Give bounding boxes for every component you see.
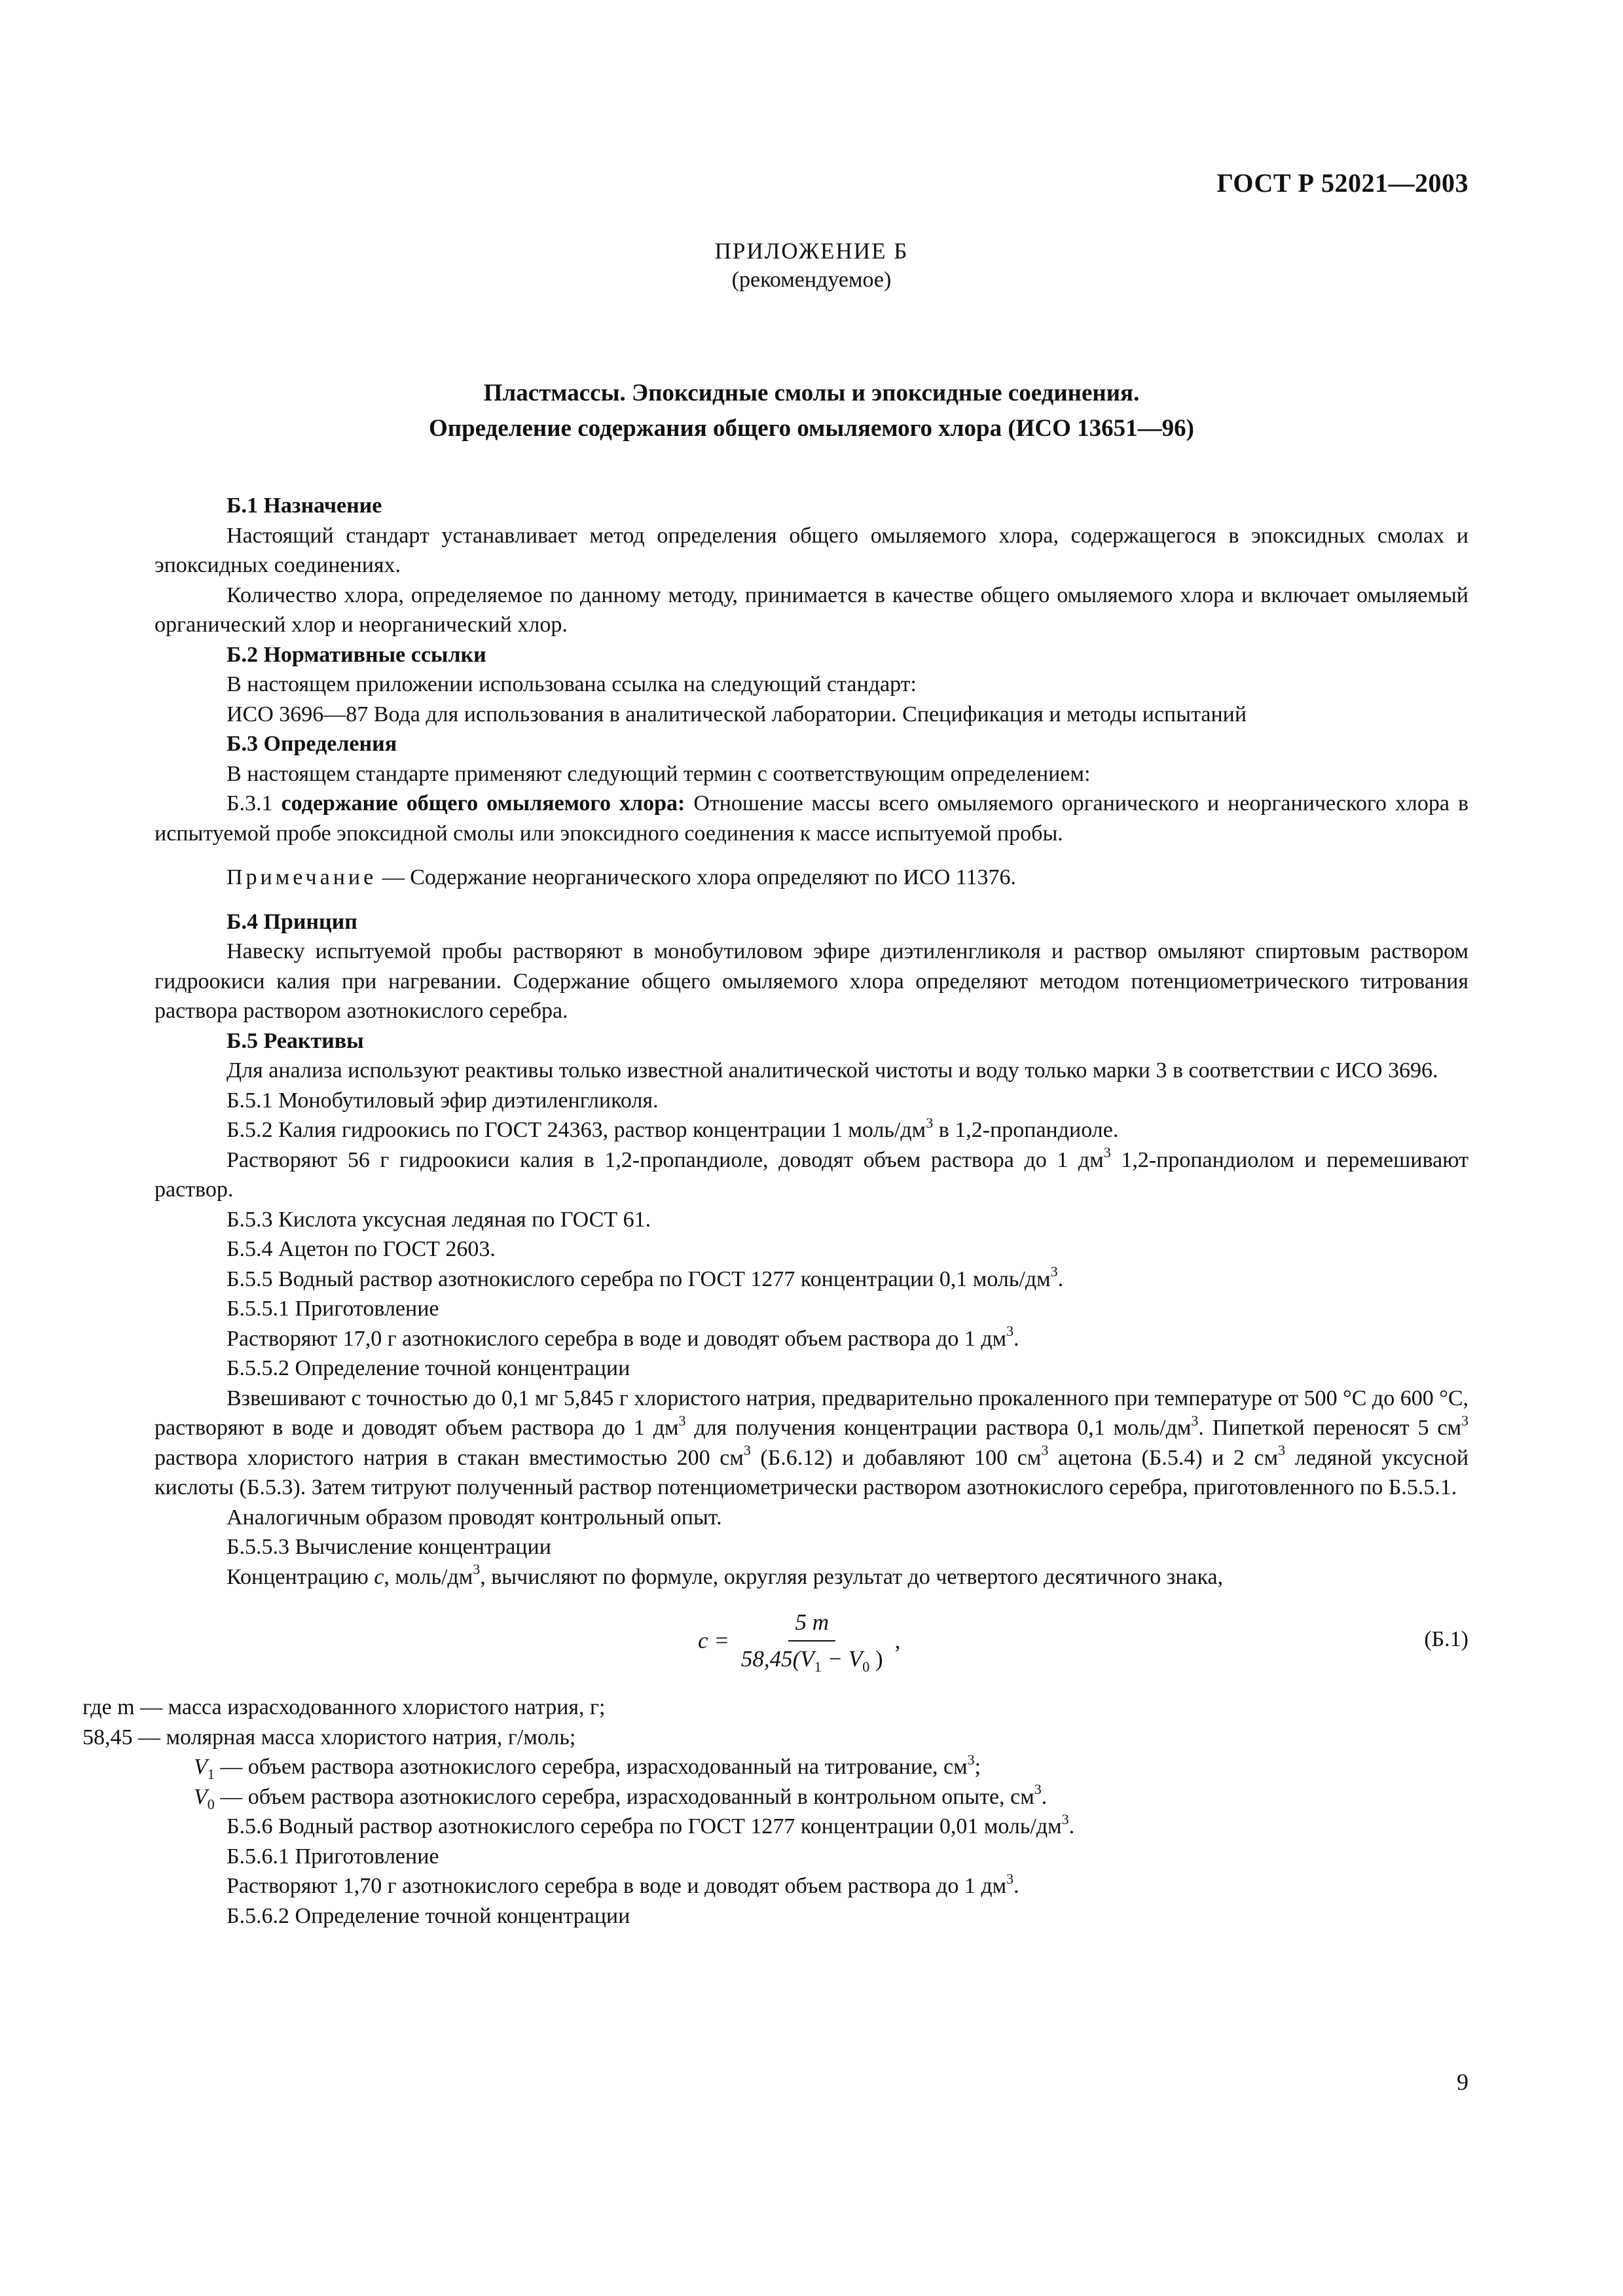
paragraph: Для анализа используют реактивы только известной аналитической чистоты и воду только марки 3 в соответствии с ИСО 3696. [227,1058,1438,1083]
note-label: Примечание [227,865,377,889]
formula-b1 [155,1601,1468,1679]
paragraph: Навеску испытуемой пробы растворяют в монобутиловом эфире диэтиленгликоля и раствор омыляют спиртовым раствором гидроокиси калия при нагревании. Содержание общего омыляемого хлора определяют методом потенциометрического титрования раствора раствором азотнокислого серебра. [155,939,1468,1023]
clause-number: Б.3.1 [227,791,273,816]
section-heading-b1: Б.1 Назначение [227,493,382,518]
formula-fraction [735,1607,890,1674]
legend-item: $V_0$ — объем раствора азотнокислого серебра, израсходованный в контрольном опыте, $см^3$. [194,1781,1048,1812]
clause-b5-1: Б.5.1 Монобутиловый эфир диэтиленгликоля. [227,1088,659,1113]
paragraph: Настоящий стандарт устанавливает метод определения общего омыляемого хлора, содержащегося в эпоксидных смолах и эпоксидных соединениях. [155,523,1468,577]
clause-b5-3: Б.5.3 Кислота уксусная ледяная по ГОСТ 61. [227,1207,651,1232]
clause-b5-5-2: Б.5.5.2 Определение точной концентрации [227,1356,630,1380]
clause-b5-5-1: Б.5.5.1 Приготовление [227,1297,439,1321]
note [155,863,1468,893]
legend-item: $V_1$ — объем раствора азотнокислого серебра, израсходованный на титрование, $см^3$; [194,1751,981,1782]
clause-b5-6: Б.5.6 Водный раствор азотнокислого серебра по ГОСТ 1277 концентрации 0,01 моль/$дм^3$. [227,1810,1075,1839]
paragraph: Количество хлора, определяемое по данному методу, принимается в качестве общего омыляемого хлора и включает омыляемый органический хлор и неорганический хлор. [155,583,1468,637]
definition-text: Отношение массы всего омыляемого органического и неорганического хлора в испытуемой пробе эпоксидной смолы или эпоксидного соединения к массе испытуемой пробы. [155,791,1468,846]
formula-legend [82,1693,1468,1812]
section-heading-b2: Б.2 Нормативные ссылки [227,642,486,667]
section-heading-b3: Б.3 Определения [227,732,397,756]
paragraph: ИСО 3696—87 Вода для использования в аналитической лаборатории. Спецификация и методы испытаний [227,702,1247,726]
page-number: 9 [1457,2069,1468,2095]
note-text: — Содержание неорганического хлора определяют по ИСО 11376. [376,865,1016,889]
clause-b5-2: Б.5.2 Калия гидроокись по ГОСТ 24363, раствор концентрации 1 моль/$дм^3$ в 1,2-пропандиоле. [227,1114,1119,1142]
section-heading-b5: Б.5 Реактивы [227,1028,364,1053]
title-line-2: Определение содержания общего омыляемого хлора (ИСО 13651—96) [428,415,1195,442]
clause-b5-5-3: Б.5.5.3 Вычисление концентрации [227,1535,551,1559]
clause-b5-4: Б.5.4 Ацетон по ГОСТ 2603. [227,1237,496,1261]
clause-b5-6-2: Б.5.6.2 Определение точной концентрации [227,1903,630,1928]
clause-b5-6-1: Б.5.6.1 Приготовление [227,1844,439,1869]
defined-term: содержание общего омыляемого хлора: [281,791,685,816]
annex-heading [0,237,1623,295]
clause-b5-5: Б.5.5 Водный раствор азотнокислого серебра по ГОСТ 1277 концентрации 0,1 моль/$дм^3$. [227,1263,1064,1291]
document-body [82,491,1469,1931]
paragraph: Растворяют 17,0 г азотнокислого серебра в воде и доводят объем раствора до 1 $дм^3$. [227,1323,1019,1351]
paragraph: Взвешивают с точностью до 0,1 мг 5,845 г хлористого натрия, предварительно прокаленного при температуре от 500 °С до 600 °С, растворяют в воде и доводят объем раствора до 1 $дм^3$ для получения концентрации раствора 0,1 моль/$дм^3$. Пипеткой переносят 5 $см^3$ раствора хлористого натрия в стакан вместимостью 200 $см^3$ (Б.6.12) и добавляют 100 $см^3$ ацетона (Б.5.4) и 2 $см^3$ ледяной уксусной кислоты (Б.5.3). Затем титруют полученный раствор потенциометрически раствором азотнокислого серебра, приготовленного по Б.5.5.1. [155,1386,1469,1499]
document-title [0,376,1623,446]
formula-expression [698,1607,900,1674]
standard-designation: ГОСТ Р 52021—2003 [1216,168,1468,198]
legend-item: 58,45 — молярная масса хлористого натрия, г/моль; [82,1725,576,1749]
paragraph: Растворяют 1,70 г азотнокислого серебра в воде и доводят объем раствора до 1 $дм^3$. [227,1870,1019,1898]
annex-subtitle: (рекомендуемое) [731,268,892,292]
paragraph: В настоящем приложении использована ссылка на следующий стандарт: [227,672,917,696]
section-heading-b4: Б.4 Принцип [227,909,357,934]
formula-lhs: c = [698,1627,729,1653]
formula-tail: , [894,1627,901,1653]
definition-paragraph [155,789,1468,848]
formula-numerator: 5 m [788,1607,835,1641]
title-line-1: Пластмассы. Эпоксидные смолы и эпоксидные соединения. [483,380,1140,406]
paragraph: В настоящем стандарте применяют следующий термин с соответствующим определением: [227,761,1091,786]
paragraph: Концентрацию c, моль/$дм^3$, вычисляют по формуле, округляя результат до четвертого десятичного знака, [227,1561,1224,1589]
annex-title: ПРИЛОЖЕНИЕ Б [714,238,909,264]
formula-denominator: $58,45(V_1 - V_0$ ) [740,1645,883,1675]
paragraph: Растворяют 56 г гидроокиси калия в 1,2-пропандиоле, доводят объем раствора до 1 $дм^3$ 1,2-пропандиолом и перемешивают раствор. [155,1144,1468,1202]
formula-number: (Б.1) [1424,1627,1468,1651]
legend-item: где m — масса израсходованного хлористого натрия, г; [82,1695,606,1719]
paragraph: Аналогичным образом проводят контрольный опыт. [227,1505,722,1530]
